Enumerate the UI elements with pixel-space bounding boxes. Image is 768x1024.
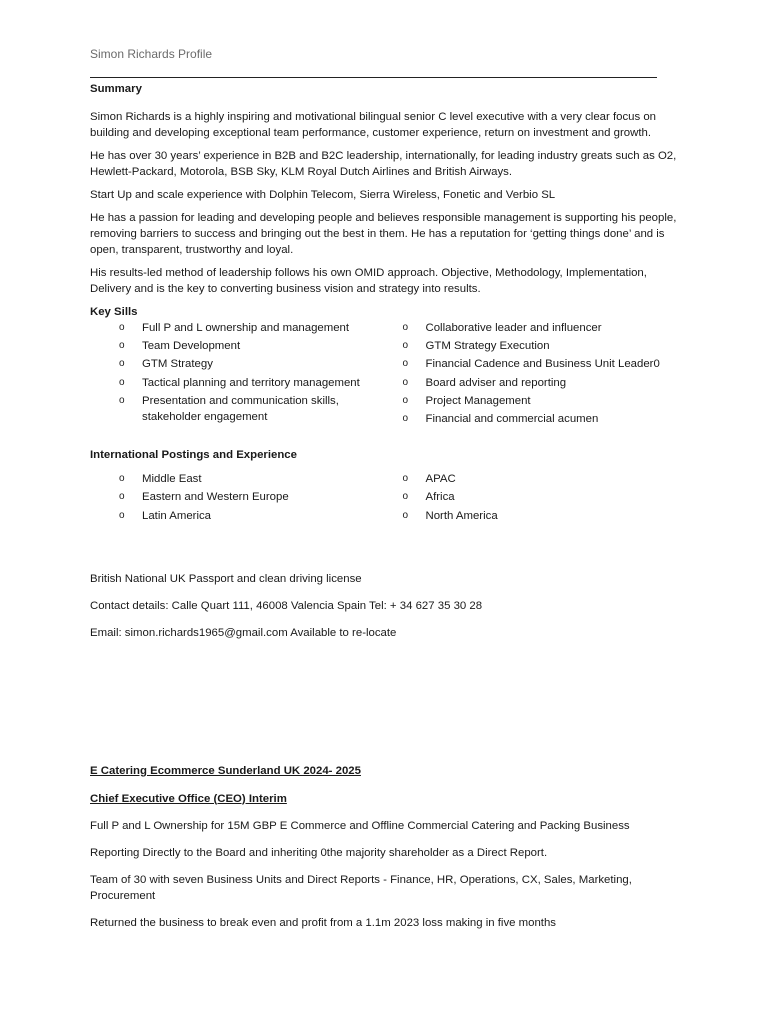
bullet-icon: o [402,394,409,406]
summary-paragraph: Simon Richards is a highly inspiring and motivational bilingual senior C level executive with a very clear focus on building and developing exceptional team performance, customer experience, return on investment and growth. [90,111,657,139]
list-item: o Presentation and communication skills, stakeholder engagement [119,394,339,423]
bullet-icon: o [402,358,409,370]
bullet-icon: o [402,376,409,388]
job-company-heading: E Catering Ecommerce Sunderland UK 2024- 2025 [90,764,361,777]
document-body [90,81,680,931]
job-line: Full P and L Ownership for 15M GBP E Commerce and Offline Commercial Catering and Packing Business [90,819,630,832]
bullet-icon: o [402,322,409,333]
list-item: o Africa [402,491,455,504]
list-item: o North America [402,509,498,522]
bullet-icon: o [119,473,125,485]
key-skills-right-list [397,320,681,429]
bullet-icon: o [119,322,125,333]
list-item: o Eastern and Western Europe [119,491,289,504]
list-item: o GTM Strategy [119,358,213,371]
bullet-icon: o [119,340,125,352]
bullet-icon: o [402,473,409,485]
list-item: o Team Development [119,340,241,353]
header-rule [90,77,657,78]
job-line: Reporting Directly to the Board and inheriting 0the majority shareholder as a Direct Report. [90,846,548,859]
summary-paragraph: Start Up and scale experience with Dolphin Telecom, Sierra Wireless, Fonetic and Verbio SL [90,189,556,201]
list-item: o Tactical planning and territory management [119,376,360,389]
key-skills-left-list [90,320,397,429]
key-skills-heading: Key Sills [90,306,138,318]
contact-line: Contact details: Calle Quart 111, 46008 Valencia Spain Tel: + 34 627 35 30 28 [90,599,483,612]
job-section [90,763,680,931]
summary-paragraph: He has a passion for leading and developing people and believes responsible management is supporting his people, removing barriers to success and bringing out the best in them. He has a reputation for ‘getting things done’ and is open, transparent, trustworthy and loyal. [90,212,677,256]
list-item: o Board adviser and reporting [402,376,567,389]
job-line: Team of 30 with seven Business Units and Direct Reports - Finance, HR, Operations, CX, Sales, Marketing, Procurement [90,873,632,902]
list-item: o APAC [402,473,456,486]
international-left-list [90,471,397,526]
international-heading: International Postings and Experience [90,449,297,462]
summary-paragraph: His results-led method of leadership follows his own OMID approach. Objective, Methodology, Implementation, Delivery and is the key to converting business vision and strategy into results. [90,267,647,295]
job-title-heading: Chief Executive Office (CEO) Interim [90,792,287,805]
personal-details [90,571,680,641]
list-item: o Financial Cadence and Business Unit Leader0 [402,358,660,371]
bullet-icon: o [119,376,125,388]
list-item: o Full P and L ownership and management [119,322,350,334]
bullet-icon: o [402,412,409,424]
list-item: o Middle East [119,473,202,486]
list-item: o Collaborative leader and influencer [402,322,602,334]
summary-paragraph: He has over 30 years’ experience in B2B and B2C leadership, internationally, for leading industry greats such as O2, Hewlett-Packard, Motorola, BSB Sky, KLM Royal Dutch Airlines and British Airways. [90,150,677,178]
bullet-icon: o [119,509,125,521]
international-lists [90,471,680,526]
bullet-icon: o [402,340,409,352]
list-item: o Financial and commercial acumen [402,412,599,425]
job-line: Returned the business to break even and profit from a 1.1m 2023 loss making in five months [90,916,557,929]
summary-heading: Summary [90,83,142,95]
bullet-icon: o [402,509,409,521]
bullet-icon: o [119,491,125,503]
bullet-icon: o [402,491,409,503]
bullet-icon: o [119,358,125,370]
list-item: o GTM Strategy Execution [402,340,550,353]
international-right-list [397,471,681,526]
list-item: o Latin America [119,509,212,522]
page-header-name: Simon Richards Profile [90,47,213,61]
email-line: Email: simon.richards1965@gmail.com Available to re-locate [90,626,397,639]
bullet-icon: o [119,394,125,406]
passport-line: British National UK Passport and clean driving license [90,572,362,585]
list-item: o Project Management [402,394,531,407]
key-skills-lists [90,320,680,429]
